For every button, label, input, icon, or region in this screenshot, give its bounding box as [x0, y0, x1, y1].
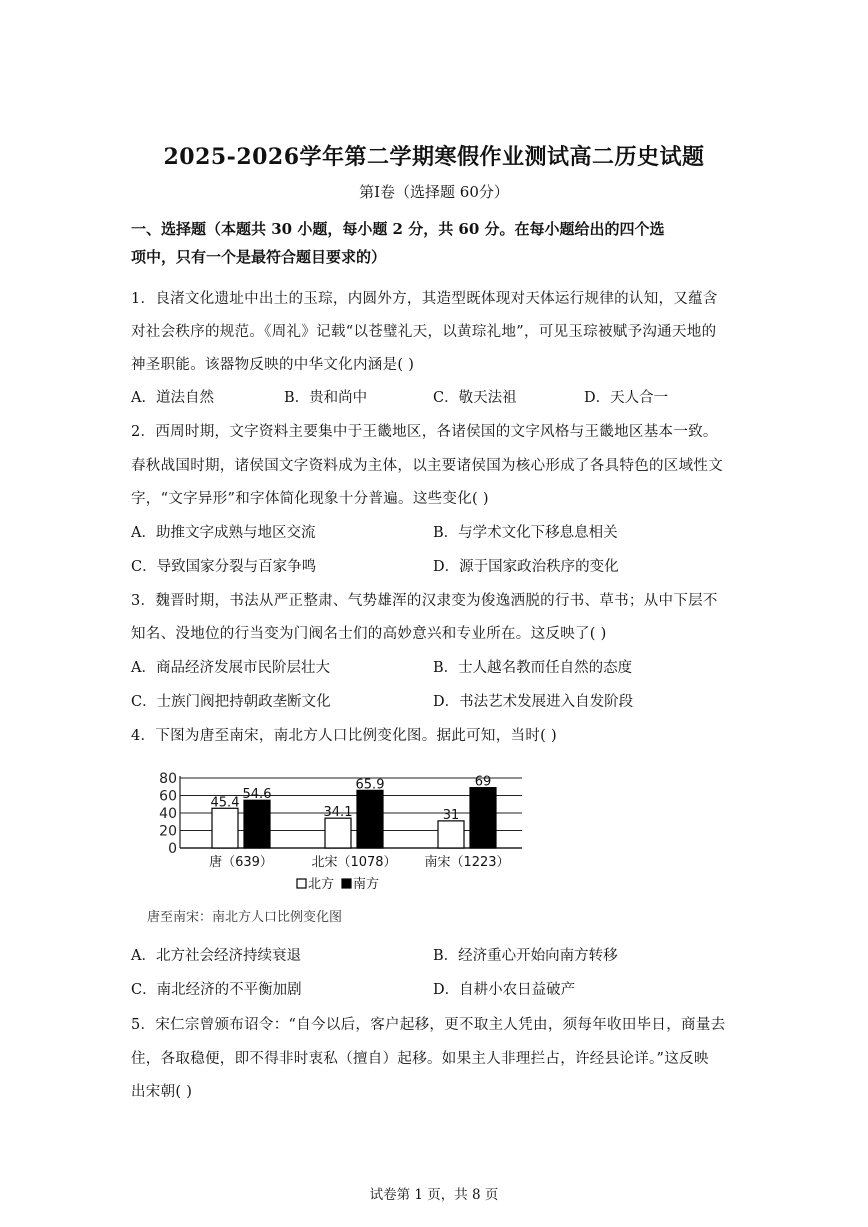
chart-bar-north — [212, 808, 238, 848]
q2-text-line2: 春秋战国时期，诸侯国文字资料成为主体，以主要诸侯国为核心形成了各具特色的区域性文 — [131, 458, 723, 474]
chart-y-tick-label: 40 — [159, 806, 177, 822]
q4-option-d: D．自耕小农日益破产 — [433, 982, 576, 998]
chart-bar-north — [438, 821, 464, 848]
q1-text-line2: 对社会秩序的规范。《周礼》记载“以苍璧礼天，以黄琮礼地”，可见玉琮被赋予沟通天地的 — [131, 324, 717, 340]
chart-y-tick-label: 80 — [159, 771, 177, 787]
q3-option-d: D．书法艺术发展进入自发阶段 — [433, 694, 634, 710]
chart-data-label: 45.4 — [210, 795, 240, 811]
q2-option-a: A．助推文字成熟与地区交流 — [131, 525, 316, 541]
chart-x-tick-label: 南宋（1223） — [424, 855, 510, 870]
q1-option-b: B．贵和尚中 — [284, 390, 368, 406]
chart-svg — [140, 766, 532, 926]
q1-option-a: A．道法自然 — [131, 390, 214, 406]
q3-option-b: B．士人越名教而任自然的态度 — [433, 660, 633, 676]
chart-x-tick-label: 唐（639） — [209, 855, 273, 870]
chart-y-tick-label: 20 — [159, 823, 177, 840]
q5-text-line2: 住，各取稳便，即不得非时衷私（擅自）起移。如果主人非理拦占，许经县论详。”这反映 — [131, 1051, 709, 1067]
q3-option-c: C．士族门阀把持朝政垄断文化 — [131, 694, 331, 710]
q4-option-c: C．南北经济的不平衡加剧 — [131, 982, 302, 998]
chart-data-label: 34.1 — [323, 805, 353, 821]
chart-bar-north — [325, 818, 351, 848]
chart-bar-south — [470, 788, 496, 848]
chart-bar-south — [357, 790, 383, 848]
chart-caption: 唐至南宋：南北方人口比例变化图 — [147, 910, 343, 925]
q3-text-line2: 知名、没地位的行当变为门阀名士们的高妙意兴和专业所在。这反映了( ) — [131, 626, 607, 642]
chart-data-label: 65.9 — [355, 777, 385, 793]
q3-text-line1: 3．魏晋时期，书法从严正整肃、气势雄浑的汉隶变为俊逸洒脱的行书、草书；从中下层不 — [131, 593, 718, 609]
q2-text-line3: 字，“文字异形”和字体简化现象十分普遍。这些变化( ) — [131, 491, 489, 507]
q2-text-line1: 2．西周时期，文字资料主要集中于王畿地区，各诸侯国的文字风格与王畿地区基本一致。 — [131, 424, 718, 440]
q2-option-c: C．导致国家分裂与百家争鸣 — [131, 559, 317, 575]
page-footer: 试卷第 1 页，共 8 页 — [369, 1187, 499, 1203]
q1-option-c: C．敬天法祖 — [433, 390, 517, 406]
q4-option-a: A．北方社会经济持续衰退 — [131, 948, 301, 964]
q4-option-b: B．经济重心开始向南方转移 — [433, 948, 618, 964]
chart-y-tick-label: 60 — [159, 788, 177, 805]
q2-option-b: B．与学术文化下移息息相关 — [433, 525, 618, 541]
chart-y-tick-label: 0 — [168, 841, 177, 857]
q1-text-line1: 1．良渚文化遗址中出土的玉琮，内圆外方，其造型既体现对天体运行规律的认知，又蕴含 — [131, 291, 718, 307]
population-ratio-chart — [140, 766, 532, 926]
legend-label-south: 南方 — [353, 877, 380, 892]
chart-data-label: 54.6 — [242, 787, 272, 803]
q1-option-d: D．天人合一 — [584, 390, 669, 406]
legend-swatch-north — [297, 879, 306, 888]
section-heading-line2: 项中，只有一个是最符合题目要求的） — [131, 248, 387, 266]
q5-text-line3: 出宋朝( ) — [131, 1084, 193, 1100]
section-heading-line1: 一、选择题（本题共 30 小题，每小题 2 分，共 60 分。在每小题给出的四个选 — [131, 220, 665, 238]
q5-text-line1: 5．宋仁宗曾颁布诏令：“自今以后，客户起移，更不取主人凭由，须每年收田毕日，商量去 — [131, 1017, 726, 1033]
exam-title: 2025-2026学年第二学期寒假作业测试高二历史试题 — [163, 144, 705, 170]
chart-bar-south — [244, 800, 270, 848]
q3-option-a: A．商品经济发展市民阶层壮大 — [131, 660, 330, 676]
chart-data-label: 69 — [474, 774, 492, 790]
chart-data-label: 31 — [442, 807, 460, 823]
q1-text-line3: 神圣职能。该器物反映的中华文化内涵是( ) — [131, 357, 415, 373]
q2-option-d: D．源于国家政治秩序的变化 — [433, 559, 619, 575]
legend-swatch-south — [342, 879, 351, 888]
q4-text-line1: 4．下图为唐至南宋，南北方人口比例变化图。据此可知，当时( ) — [131, 728, 557, 744]
part-subtitle: 第Ⅰ卷（选择题 60分） — [359, 183, 509, 201]
legend-label-north: 北方 — [308, 877, 335, 892]
chart-x-tick-label: 北宋（1078） — [311, 855, 397, 870]
